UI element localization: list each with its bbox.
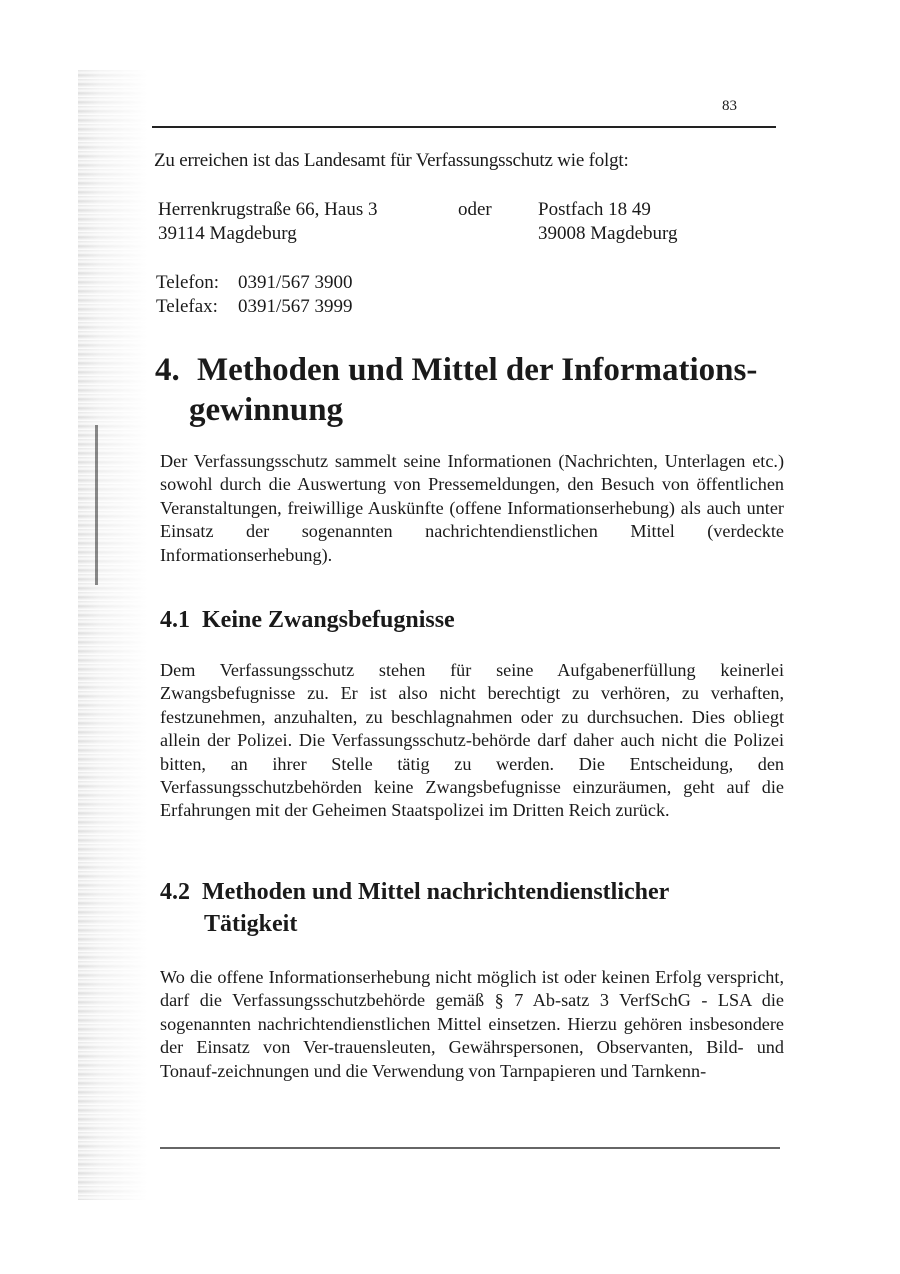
section-4-2-heading [160,876,669,940]
contact-block [150,150,790,319]
phone-block [156,271,790,319]
postbox-city: 39008 Magdeburg [538,223,678,244]
section-4-1-number: 4.1 [160,607,190,633]
section-4-2-title-line1: Methoden und Mittel nachrichtendienstlicher [202,879,670,905]
address-row-1 [158,198,790,222]
street-city: 39114 Magdeburg [158,223,297,244]
section-4-2-number: 4.2 [160,879,190,905]
scan-shadow-edge [78,70,148,1200]
contact-intro: Zu erreichen ist das Landesamt für Verfassungsschutz wie folgt: [154,150,629,171]
header-rule [152,126,776,128]
section-4-2-body: Wo die offene Informationserhebung nicht möglich ist oder keinen Erfolg verspricht, darf die Verfassungsschutzbehörde gemäß § 7 Ab-satz 3 VerfSchG - LSA die sogenannten nachrichtendienstlichen Mittel einsetzen. Hierzu gehören insbesondere der Einsatz von Ver-trauensleuten, Gewährspersonen, Observanten, Bild- und Tonauf-zeichnungen und die Verwendung von Tarnpapieren und Tarnkenn- [160,967,784,1081]
fax-label: Telefax: [156,296,218,317]
section-4-1-title: Keine Zwangsbefugnisse [202,607,455,633]
margin-mark [95,425,98,585]
or-word: oder [458,199,492,220]
section-4-heading [155,350,795,430]
footer-rule [160,1147,780,1149]
section-4-title-line1: Methoden und Mittel der Informations- [197,352,758,388]
phone-label: Telefon: [156,272,220,293]
postbox-address: Postfach 18 49 [538,199,651,220]
address-row-2 [158,222,790,246]
section-4-1-heading [160,604,455,636]
section-4-1-body: Dem Verfassungsschutz stehen für seine Aufgabenerfüllung keinerlei Zwangsbefugnisse zu. Er ist also nicht berechtigt zu verhören, zu verhaften, festzunehmen, anzuhalten, zu beschlagnahmen oder zu durchsuchen. Dies obliegt allein der Polizei. Die Verfassungsschutz-behörde darf daher auch nicht die Polizei bitten, an ihrer Stelle tätig zu werden. Die Entscheidung, den Verfassungsschutzbehörden keine Zwangsbefugnisse einzuräumen, geht auf die Erfahrungen mit der Geheimen Staatspolizei im Dritten Reich zurück. [160,660,784,821]
section-4-body: Der Verfassungsschutz sammelt seine Informationen (Nachrichten, Unterlagen etc.) sowohl durch die Auswertung von Pressemeldungen, den Besuch von öffentlichen Veranstaltungen, freiwillige Auskünfte (offene Informationserhebung) als auch unter Einsatz der sogenannten nachrichtendienstlichen Mittel (verdeckte Informationserhebung). [160,451,784,565]
section-4-title-line2: gewinnung [189,392,344,428]
section-4-number: 4. [155,352,180,388]
phone-value: 0391/567 3900 [238,272,353,293]
fax-value: 0391/567 3999 [238,296,353,317]
page-number: 83 [722,98,737,114]
street-address: Herrenkrugstraße 66, Haus 3 [158,199,378,220]
section-4-2-title-line2: Tätigkeit [204,911,298,937]
